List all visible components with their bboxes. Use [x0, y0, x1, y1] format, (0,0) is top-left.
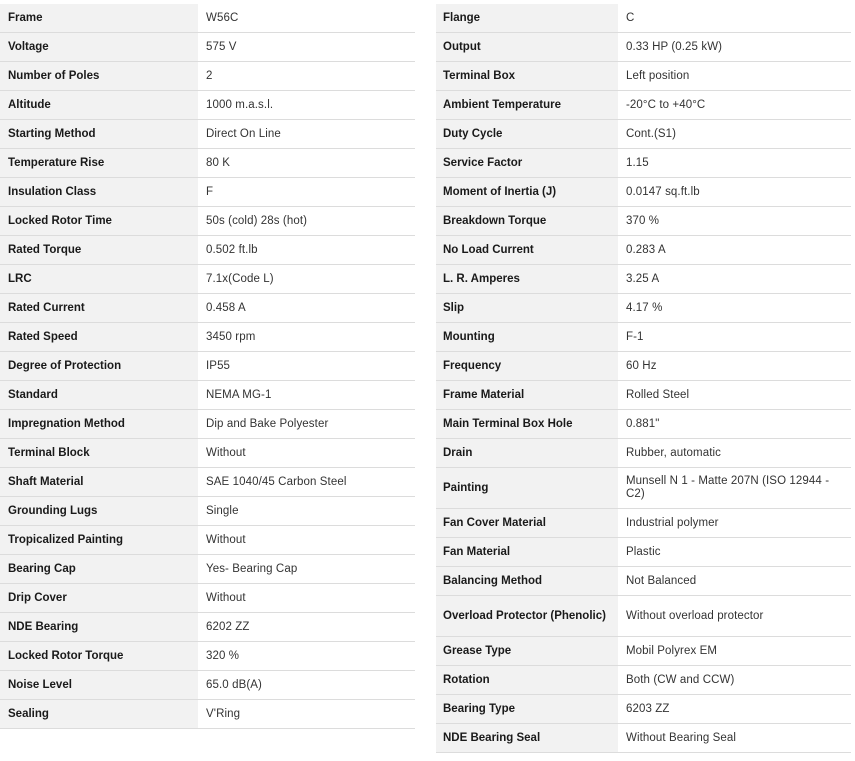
table-row	[0, 62, 415, 91]
spec-value: 0.0147 sq.ft.lb	[618, 178, 851, 207]
spec-label: Noise Level	[0, 671, 198, 700]
spec-value: 4.17 %	[618, 294, 851, 323]
spec-label: Rated Torque	[0, 236, 198, 265]
table-row	[0, 294, 415, 323]
spec-label: Shaft Material	[0, 468, 198, 497]
spec-label: Bearing Cap	[0, 555, 198, 584]
spec-value: F	[198, 178, 415, 207]
spec-label: Insulation Class	[0, 178, 198, 207]
spec-value: 80 K	[198, 149, 415, 178]
spec-value: 575 V	[198, 33, 415, 62]
table-row	[0, 178, 415, 207]
spec-value: Both (CW and CCW)	[618, 666, 851, 695]
spec-value: 320 %	[198, 642, 415, 671]
table-row	[436, 596, 851, 637]
spec-label: Starting Method	[0, 120, 198, 149]
table-row	[436, 381, 851, 410]
table-row	[436, 207, 851, 236]
spec-label: Tropicalized Painting	[0, 526, 198, 555]
spec-value: 60 Hz	[618, 352, 851, 381]
spec-value: Left position	[618, 62, 851, 91]
spec-label: Frame Material	[436, 381, 618, 410]
table-row	[436, 538, 851, 567]
spec-label: Mounting	[436, 323, 618, 352]
spec-value: 50s (cold) 28s (hot)	[198, 207, 415, 236]
spec-value: Industrial polymer	[618, 509, 851, 538]
table-row	[0, 700, 415, 729]
spec-value: Munsell N 1 - Matte 207N (ISO 12944 - C2)	[618, 468, 851, 509]
spec-label: Frame	[0, 4, 198, 33]
table-row	[0, 323, 415, 352]
table-row	[436, 567, 851, 596]
spec-value: Single	[198, 497, 415, 526]
table-row	[436, 323, 851, 352]
spec-value: 0.283 A	[618, 236, 851, 265]
table-row	[0, 642, 415, 671]
spec-value: Without	[198, 584, 415, 613]
spec-label: Drip Cover	[0, 584, 198, 613]
spec-value: Mobil Polyrex EM	[618, 637, 851, 666]
spec-label: Rated Speed	[0, 323, 198, 352]
table-row	[0, 613, 415, 642]
spec-label: Temperature Rise	[0, 149, 198, 178]
spec-value: Direct On Line	[198, 120, 415, 149]
spec-label: Flange	[436, 4, 618, 33]
spec-value: 3.25 A	[618, 265, 851, 294]
spec-value: NEMA MG-1	[198, 381, 415, 410]
table-row	[436, 149, 851, 178]
spec-value: 0.458 A	[198, 294, 415, 323]
table-row	[0, 671, 415, 700]
spec-value: 0.881"	[618, 410, 851, 439]
spec-value: W56C	[198, 4, 415, 33]
table-row	[0, 91, 415, 120]
spec-label: Fan Material	[436, 538, 618, 567]
spec-label: LRC	[0, 265, 198, 294]
table-row	[436, 352, 851, 381]
spec-value: Without overload protector	[618, 596, 851, 637]
spec-value: Cont.(S1)	[618, 120, 851, 149]
table-row	[0, 120, 415, 149]
table-row	[0, 555, 415, 584]
spec-label: Voltage	[0, 33, 198, 62]
spec-value: 2	[198, 62, 415, 91]
spec-value: 0.33 HP (0.25 kW)	[618, 33, 851, 62]
spec-label: Rotation	[436, 666, 618, 695]
spec-value: 370 %	[618, 207, 851, 236]
spec-value: V'Ring	[198, 700, 415, 729]
spec-value: Without	[198, 439, 415, 468]
table-row	[0, 468, 415, 497]
table-row	[436, 91, 851, 120]
spec-table-left	[0, 4, 415, 729]
spec-label: Grease Type	[436, 637, 618, 666]
spec-label: NDE Bearing	[0, 613, 198, 642]
spec-value: 6202 ZZ	[198, 613, 415, 642]
spec-value: 7.1x(Code L)	[198, 265, 415, 294]
spec-value: SAE 1040/45 Carbon Steel	[198, 468, 415, 497]
table-row	[436, 637, 851, 666]
table-row	[436, 439, 851, 468]
table-row	[0, 439, 415, 468]
spec-table-right	[436, 4, 851, 753]
spec-label: Ambient Temperature	[436, 91, 618, 120]
spec-label: Drain	[436, 439, 618, 468]
spec-label: Output	[436, 33, 618, 62]
spec-label: Terminal Block	[0, 439, 198, 468]
spec-label: Altitude	[0, 91, 198, 120]
spec-label: Fan Cover Material	[436, 509, 618, 538]
table-row	[436, 294, 851, 323]
table-row	[436, 695, 851, 724]
spec-value: 65.0 dB(A)	[198, 671, 415, 700]
table-row	[0, 381, 415, 410]
spec-label: Bearing Type	[436, 695, 618, 724]
spec-value: 1.15	[618, 149, 851, 178]
table-row	[0, 33, 415, 62]
table-row	[0, 149, 415, 178]
spec-value: 3450 rpm	[198, 323, 415, 352]
spec-label: Impregnation Method	[0, 410, 198, 439]
spec-value: F-1	[618, 323, 851, 352]
table-row	[0, 584, 415, 613]
spec-label: Overload Protector (Phenolic)	[436, 596, 618, 637]
spec-value: IP55	[198, 352, 415, 381]
spec-label: Painting	[436, 468, 618, 509]
table-row	[436, 178, 851, 207]
spec-label: Locked Rotor Torque	[0, 642, 198, 671]
table-row	[0, 207, 415, 236]
table-row	[436, 724, 851, 753]
spec-value: 0.502 ft.lb	[198, 236, 415, 265]
spec-value: Without Bearing Seal	[618, 724, 851, 753]
table-row	[436, 468, 851, 509]
spec-label: Standard	[0, 381, 198, 410]
table-row	[436, 666, 851, 695]
spec-label: Rated Current	[0, 294, 198, 323]
spec-value: Without	[198, 526, 415, 555]
spec-label: NDE Bearing Seal	[436, 724, 618, 753]
table-row	[436, 33, 851, 62]
table-row	[436, 509, 851, 538]
spec-label: Moment of Inertia (J)	[436, 178, 618, 207]
spec-label: No Load Current	[436, 236, 618, 265]
table-row	[0, 497, 415, 526]
table-row	[0, 352, 415, 381]
spec-label: L. R. Amperes	[436, 265, 618, 294]
spec-value: Yes- Bearing Cap	[198, 555, 415, 584]
spec-value: -20°C to +40°C	[618, 91, 851, 120]
spec-label: Locked Rotor Time	[0, 207, 198, 236]
table-row	[436, 410, 851, 439]
spec-value: Rolled Steel	[618, 381, 851, 410]
table-row	[0, 4, 415, 33]
spec-label: Sealing	[0, 700, 198, 729]
spec-value: 1000 m.a.s.l.	[198, 91, 415, 120]
table-row	[436, 236, 851, 265]
table-row	[0, 265, 415, 294]
table-row	[0, 526, 415, 555]
table-row	[0, 236, 415, 265]
table-row	[436, 120, 851, 149]
spec-label: Main Terminal Box Hole	[436, 410, 618, 439]
spec-value: Plastic	[618, 538, 851, 567]
table-row	[436, 4, 851, 33]
table-row	[436, 62, 851, 91]
spec-label: Number of Poles	[0, 62, 198, 91]
spec-value: 6203 ZZ	[618, 695, 851, 724]
spec-value: C	[618, 4, 851, 33]
table-row	[0, 410, 415, 439]
spec-label: Frequency	[436, 352, 618, 381]
spec-label: Duty Cycle	[436, 120, 618, 149]
spec-value: Dip and Bake Polyester	[198, 410, 415, 439]
spec-label: Balancing Method	[436, 567, 618, 596]
spec-label: Degree of Protection	[0, 352, 198, 381]
table-row	[436, 265, 851, 294]
spec-label: Slip	[436, 294, 618, 323]
spec-value: Not Balanced	[618, 567, 851, 596]
spec-label: Grounding Lugs	[0, 497, 198, 526]
spec-label: Terminal Box	[436, 62, 618, 91]
spec-label: Breakdown Torque	[436, 207, 618, 236]
spec-label: Service Factor	[436, 149, 618, 178]
spec-value: Rubber, automatic	[618, 439, 851, 468]
